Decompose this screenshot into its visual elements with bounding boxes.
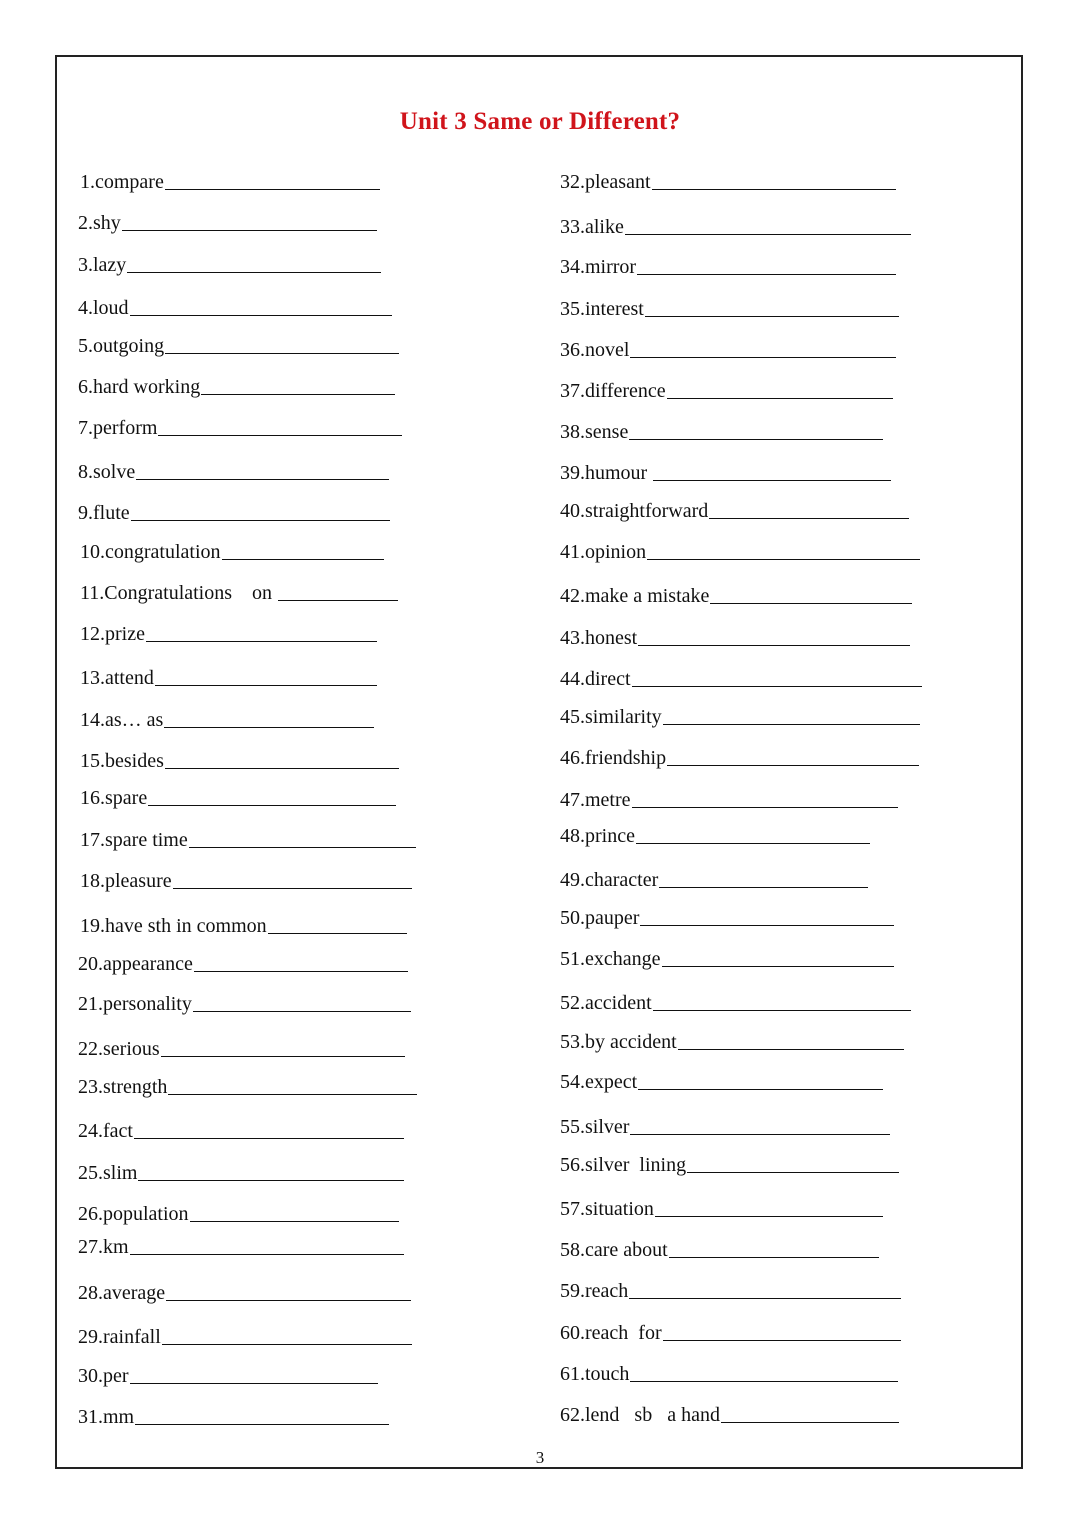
item-term: 36.novel (560, 339, 630, 361)
answer-blank[interactable] (637, 274, 896, 275)
item-term: 44.direct (560, 668, 631, 690)
list-item (80, 786, 396, 810)
list-item (80, 869, 412, 893)
item-term: 4.loud (78, 297, 129, 319)
list-item (78, 296, 392, 320)
list-item (560, 626, 910, 650)
item-term: 60.reach for (560, 1322, 662, 1344)
list-item (80, 749, 399, 773)
list-item (560, 1279, 901, 1303)
answer-blank[interactable] (662, 966, 894, 967)
list-item (78, 1202, 399, 1226)
item-term: 48.prince (560, 825, 635, 847)
item-term: 39.humour (560, 462, 653, 484)
answer-blank[interactable] (164, 727, 374, 728)
answer-blank[interactable] (655, 1216, 883, 1217)
answer-blank[interactable] (629, 439, 883, 440)
item-term: 11.Congratulations on (80, 582, 278, 604)
answer-blank[interactable] (678, 1049, 904, 1050)
list-item (560, 868, 868, 892)
list-item (560, 824, 870, 848)
list-item (560, 1321, 901, 1345)
list-item (560, 1238, 879, 1262)
answer-blank[interactable] (158, 435, 402, 436)
item-term: 28.average (78, 1282, 166, 1304)
list-item (78, 1405, 389, 1429)
answer-blank[interactable] (659, 887, 868, 888)
item-term: 53.by accident (560, 1031, 677, 1053)
item-term: 8.solve (78, 461, 136, 483)
list-item (560, 170, 896, 194)
list-item (78, 1161, 404, 1185)
answer-blank[interactable] (632, 807, 898, 808)
list-item (80, 666, 377, 690)
answer-blank[interactable] (155, 685, 377, 686)
answer-blank[interactable] (131, 520, 390, 521)
item-term: 7.perform (78, 417, 158, 439)
answer-blank[interactable] (193, 1011, 411, 1012)
item-term: 62.lend sb a hand (560, 1404, 720, 1426)
list-item (80, 914, 407, 938)
list-item (560, 1070, 883, 1094)
list-item (560, 215, 911, 239)
list-item (560, 584, 912, 608)
answer-blank[interactable] (135, 1424, 389, 1425)
item-term: 47.metre (560, 789, 631, 811)
item-term: 31.mm (78, 1406, 135, 1428)
item-term: 15.besides (80, 750, 164, 772)
list-item (560, 540, 920, 564)
item-term: 57.situation (560, 1198, 654, 1220)
answer-blank[interactable] (629, 1298, 901, 1299)
answer-blank[interactable] (146, 641, 377, 642)
item-term: 42.make a mistake (560, 585, 710, 607)
item-term: 22.serious (78, 1038, 160, 1060)
item-term: 56.silver lining (560, 1154, 687, 1176)
answer-blank[interactable] (636, 843, 870, 844)
list-item (78, 952, 408, 976)
list-item (78, 460, 389, 484)
item-term: 27.km (78, 1236, 129, 1258)
answer-blank[interactable] (136, 479, 389, 480)
list-item (78, 1037, 405, 1061)
list-item (560, 788, 898, 812)
answer-blank[interactable] (134, 1138, 404, 1139)
answer-blank[interactable] (165, 353, 399, 354)
item-term: 26.population (78, 1203, 189, 1225)
answer-blank[interactable] (268, 933, 407, 934)
item-term: 43.honest (560, 627, 638, 649)
list-item (560, 1197, 883, 1221)
answer-blank[interactable] (161, 1056, 405, 1057)
list-item (78, 211, 377, 235)
item-term: 40.straightforward (560, 500, 709, 522)
answer-blank[interactable] (189, 847, 416, 848)
item-term: 34.mirror (560, 256, 637, 278)
answer-blank[interactable] (173, 888, 412, 889)
item-term: 1.compare (80, 171, 164, 193)
item-term: 55.silver (560, 1116, 630, 1138)
item-term: 52.accident (560, 992, 652, 1014)
list-item (78, 416, 402, 440)
list-item (560, 746, 919, 770)
list-item (560, 461, 891, 485)
answer-blank[interactable] (127, 272, 381, 273)
list-item (560, 1115, 890, 1139)
answer-blank[interactable] (122, 230, 377, 231)
item-term: 51.exchange (560, 948, 661, 970)
answer-blank[interactable] (194, 971, 408, 972)
list-item (560, 338, 896, 362)
item-term: 49.character (560, 869, 659, 891)
page-number: 3 (535, 1448, 545, 1467)
answer-blank[interactable] (653, 480, 891, 481)
answer-blank[interactable] (638, 1089, 883, 1090)
answer-blank[interactable] (162, 1344, 412, 1345)
list-item (78, 253, 381, 277)
answer-blank[interactable] (165, 768, 399, 769)
answer-blank[interactable] (630, 357, 896, 358)
list-item (560, 420, 883, 444)
item-term: 21.personality (78, 993, 192, 1015)
answer-blank[interactable] (165, 189, 380, 190)
answer-blank[interactable] (632, 686, 922, 687)
item-term: 54.expect (560, 1071, 638, 1093)
item-term: 18.pleasure (80, 870, 172, 892)
list-item (560, 906, 894, 930)
item-term: 29.rainfall (78, 1326, 161, 1348)
answer-blank[interactable] (645, 316, 899, 317)
list-item (560, 255, 896, 279)
answer-blank[interactable] (663, 724, 920, 725)
answer-blank[interactable] (201, 394, 395, 395)
answer-blank[interactable] (148, 805, 396, 806)
list-item (80, 170, 380, 194)
list-item (78, 1119, 404, 1143)
item-term: 61.touch (560, 1363, 630, 1385)
answer-blank[interactable] (190, 1221, 399, 1222)
list-item (78, 1325, 412, 1349)
answer-blank[interactable] (625, 234, 911, 235)
answer-blank[interactable] (640, 925, 894, 926)
list-item (560, 499, 909, 523)
item-term: 37.difference (560, 380, 666, 402)
list-item (560, 297, 899, 321)
list-item (560, 991, 911, 1015)
answer-blank[interactable] (278, 600, 398, 601)
item-term: 14.as… as (80, 709, 164, 731)
item-term: 32.pleasant (560, 171, 651, 193)
list-item (80, 581, 398, 605)
list-item (80, 540, 384, 564)
list-item (560, 667, 922, 691)
list-item (80, 708, 374, 732)
item-term: 3.lazy (78, 254, 127, 276)
list-item (560, 1030, 904, 1054)
answer-blank[interactable] (130, 315, 392, 316)
list-item (78, 334, 399, 358)
item-term: 33.alike (560, 216, 624, 238)
list-item (78, 992, 411, 1016)
answer-blank[interactable] (630, 1381, 898, 1382)
item-term: 38.sense (560, 421, 629, 443)
answer-blank[interactable] (647, 559, 920, 560)
answer-blank[interactable] (653, 1010, 911, 1011)
list-item (80, 828, 416, 852)
item-term: 30.per (78, 1365, 129, 1387)
answer-blank[interactable] (130, 1383, 378, 1384)
item-term: 20.appearance (78, 953, 193, 975)
item-term: 10.congratulation (80, 541, 221, 563)
answer-blank[interactable] (638, 645, 910, 646)
answer-blank[interactable] (721, 1422, 899, 1423)
item-term: 58.care about (560, 1239, 668, 1261)
list-item (78, 1075, 417, 1099)
answer-blank[interactable] (669, 1257, 879, 1258)
list-item (78, 1281, 411, 1305)
answer-blank[interactable] (130, 1254, 404, 1255)
answer-blank[interactable] (138, 1180, 404, 1181)
list-item (78, 501, 390, 525)
answer-blank[interactable] (168, 1094, 417, 1095)
list-item (560, 947, 894, 971)
item-term: 13.attend (80, 667, 154, 689)
item-term: 9.flute (78, 502, 130, 524)
answer-blank[interactable] (663, 1340, 901, 1341)
list-item (78, 1235, 404, 1259)
list-item (560, 1153, 899, 1177)
item-term: 19.have sth in common (80, 915, 267, 937)
item-term: 24.fact (78, 1120, 133, 1142)
item-term: 2.shy (78, 212, 121, 234)
list-item (80, 622, 377, 646)
list-item (560, 1403, 899, 1427)
item-term: 35.interest (560, 298, 644, 320)
answer-blank[interactable] (630, 1134, 890, 1135)
answer-blank[interactable] (709, 518, 909, 519)
item-term: 59.reach (560, 1280, 629, 1302)
item-term: 5.outgoing (78, 335, 165, 357)
answer-blank[interactable] (222, 559, 384, 560)
answer-blank[interactable] (710, 603, 912, 604)
item-term: 46.friendship (560, 747, 667, 769)
item-term: 12.prize (80, 623, 145, 645)
list-item (560, 705, 920, 729)
answer-blank[interactable] (687, 1172, 899, 1173)
list-item (78, 1364, 378, 1388)
answer-blank[interactable] (667, 398, 893, 399)
item-term: 25.slim (78, 1162, 138, 1184)
item-term: 41.opinion (560, 541, 647, 563)
list-item (78, 375, 395, 399)
item-term: 50.pauper (560, 907, 640, 929)
list-item (560, 1362, 898, 1386)
item-term: 45.similarity (560, 706, 662, 728)
answer-blank[interactable] (667, 765, 919, 766)
item-term: 6.hard working (78, 376, 201, 398)
list-item (560, 379, 893, 403)
item-term: 16.spare (80, 787, 148, 809)
answer-blank[interactable] (166, 1300, 411, 1301)
item-term: 17.spare time (80, 829, 188, 851)
answer-blank[interactable] (652, 189, 896, 190)
page-title: Unit 3 Same or Different? (399, 108, 681, 135)
item-term: 23.strength (78, 1076, 168, 1098)
